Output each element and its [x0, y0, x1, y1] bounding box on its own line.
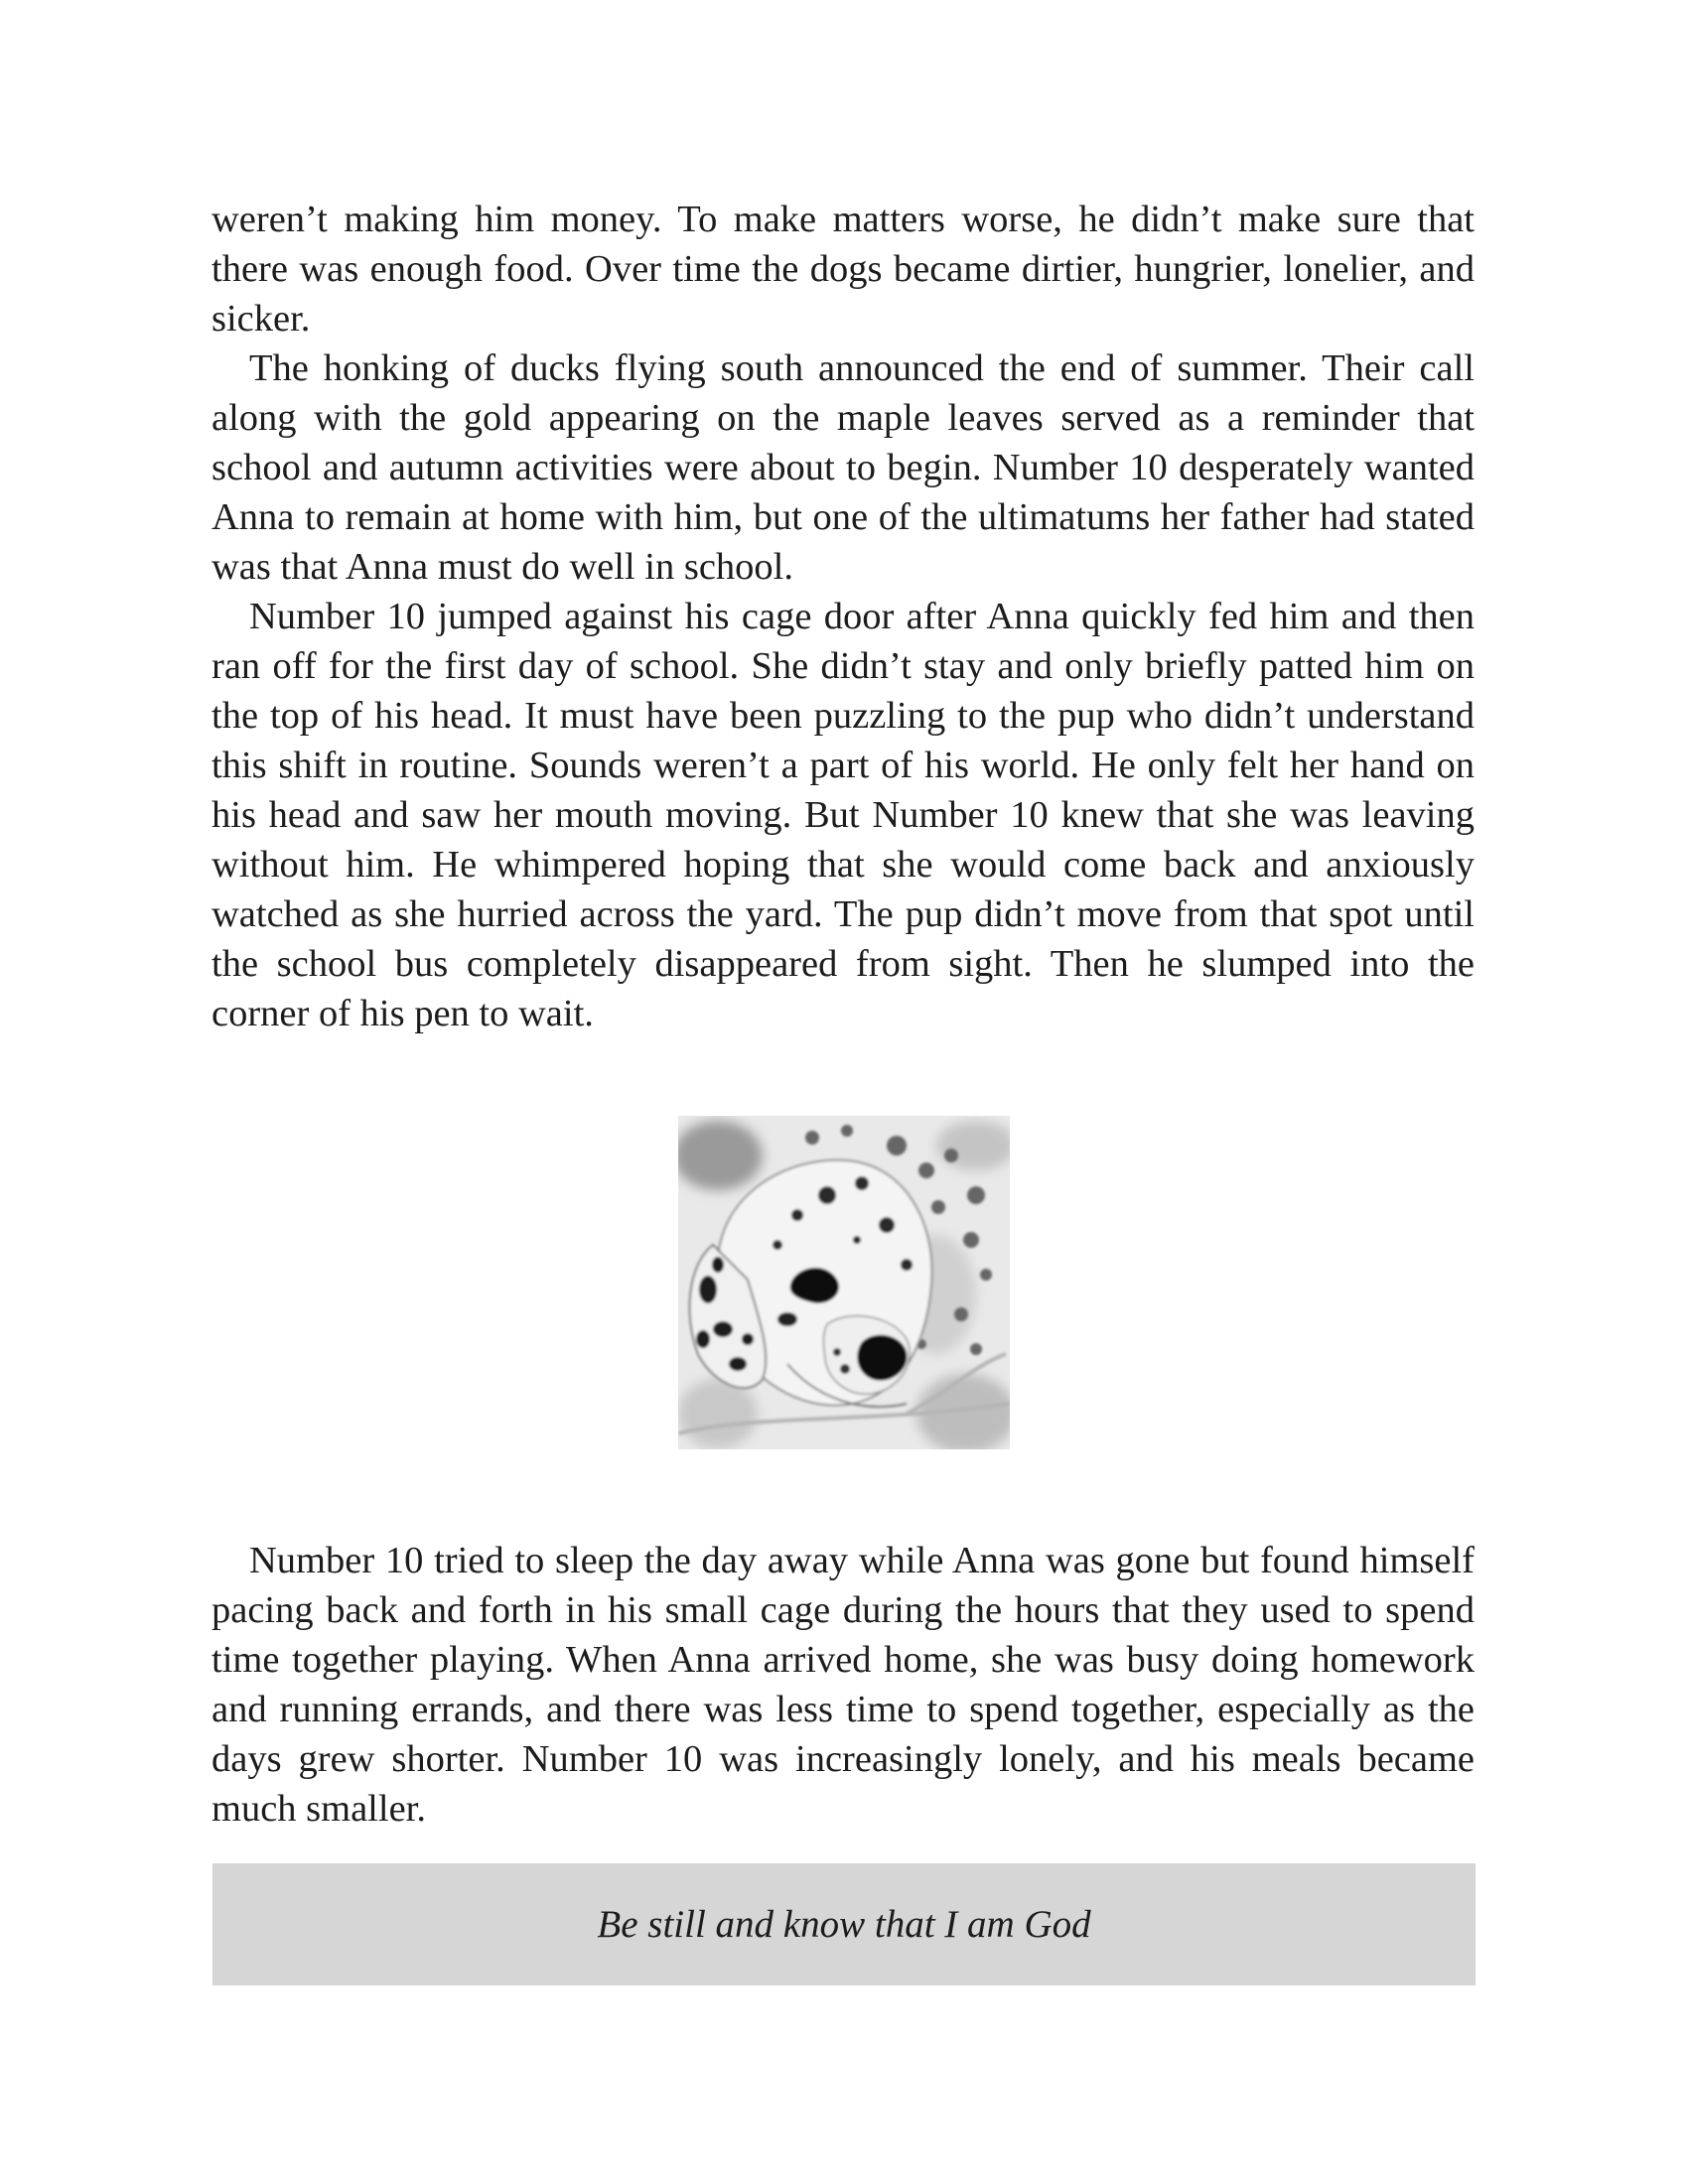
- bottom-text-block: [211, 1536, 1475, 1834]
- top-text-block: [211, 195, 1475, 1038]
- paragraph-summer-end: The honking of ducks flying south announced the end of summer. Their call along with the gold appearing on the maple leaves served as a reminder that school and autumn activities were about to begin. Number 10 desperately wanted Anna to remain at home with him, but one of the ultimatums her father had stated was that Anna must do well in school.: [211, 347, 1475, 588]
- paragraph-first-day-of-school: Number 10 jumped against his cage door after Anna quickly fed him and then ran off for the first day of school. She didn’t stay and only briefly patted him on the top of his head. It must have been puzzling to the pup who didn’t understand this shift in routine. Sounds weren’t a part of his world. He only felt her hand on his head and saw her mouth moving. But Number 10 knew that she was leaving without him. He whimpered hoping that she would come back and anxiously watched as she hurried across the yard. The pup didn’t move from that spot until the school bus completely disappeared from sight. Then he slumped into the corner of his pen to wait.: [211, 596, 1475, 1034]
- paragraph-continued: weren’t making him money. To make matters worse, he didn’t make sure that there was enough food. Over time the dogs became dirtier, hungrier, lonelier, and sicker.: [211, 199, 1475, 340]
- scripture-quote-box: [212, 1863, 1476, 1985]
- scripture-quote: Be still and know that I am God: [597, 1903, 1091, 1946]
- paragraph-lonely-days: Number 10 tried to sleep the day away while Anna was gone but found himself pacing back and forth in his small cage during the hours that they used to spend time together playing. When Anna arrived home, she was busy doing homework and running errands, and there was less time to spend together, especially as the days grew shorter. Number 10 was increasingly lonely, and his meals became much smaller.: [211, 1540, 1475, 1830]
- dalmatian-puppy-illustration: [678, 1116, 1010, 1449]
